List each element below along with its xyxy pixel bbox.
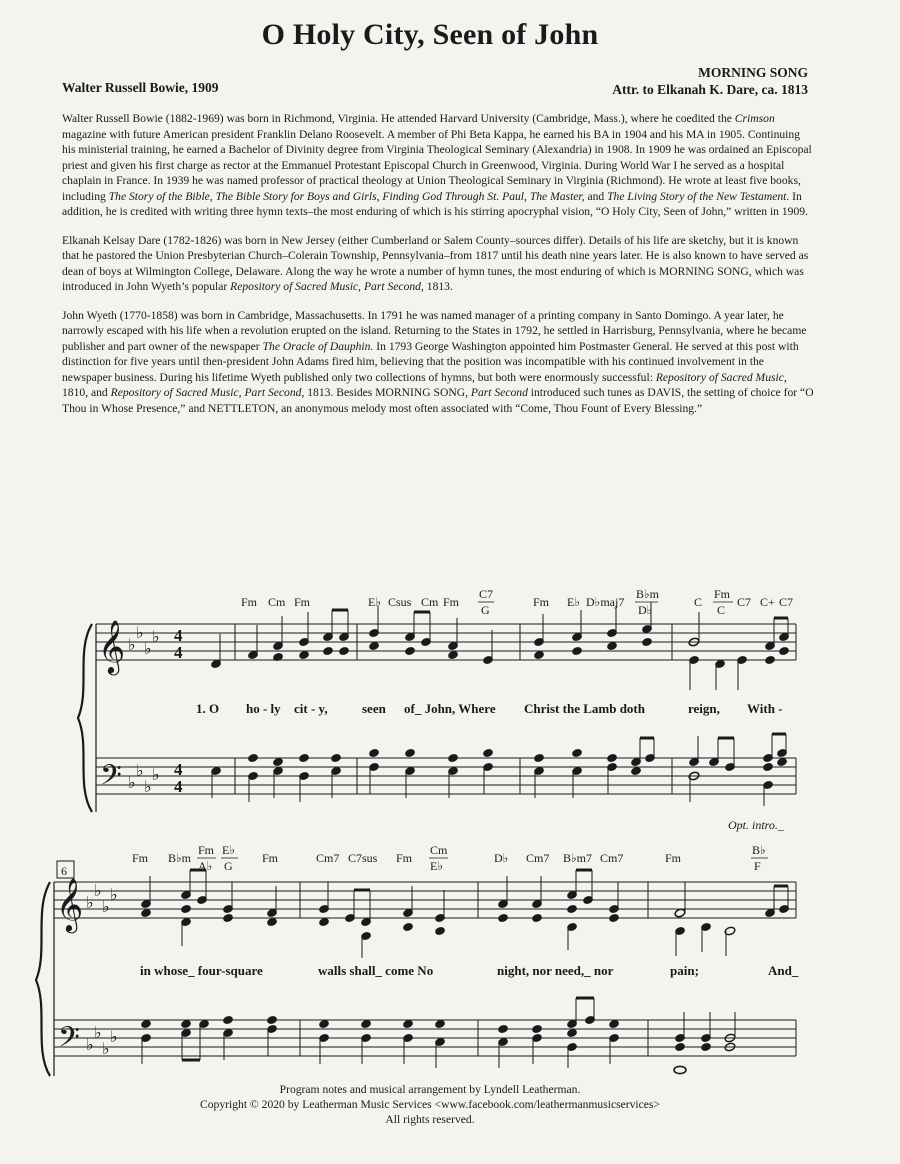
chord-symbol: Fm (443, 595, 460, 609)
chord-symbol: D♭ (494, 851, 509, 865)
time-signature (174, 626, 183, 796)
bass-notes-1 (211, 734, 788, 806)
svg-text:4: 4 (174, 626, 183, 645)
chord-fraction-bottom: F (754, 859, 761, 873)
chord-symbols-1 (241, 587, 793, 617)
svg-text:4: 4 (174, 643, 183, 662)
chord-fraction-bottom: G (224, 859, 233, 873)
footer-line: All rights reserved. (385, 1113, 475, 1126)
svg-text:♭: ♭ (144, 779, 152, 796)
svg-text:♭: ♭ (152, 629, 160, 646)
lyrics-1 (196, 701, 783, 716)
chord-fraction-top: B♭m (636, 587, 659, 601)
lyrics-2 (140, 963, 799, 978)
lyric: cit - y, (294, 701, 328, 716)
chord-symbol: Cm7 (526, 851, 550, 865)
lyric: of_ John, Where (404, 701, 496, 716)
chord-symbol: B♭m (168, 851, 191, 865)
svg-text:♭: ♭ (110, 1029, 118, 1046)
chord-fraction-bottom: C (717, 603, 726, 617)
svg-text:♭: ♭ (128, 637, 136, 654)
notes-paragraph-bowie: Walter Russell Bowie (1882-1969) was born in Richmond, Virginia. He attended Harvard University (Cambridge, Mass.), where he coedited the Crimson magazine with future American president Franklin Delano Roosevelt. A member of Phi Beta Kappa, he earned his BA in 1904 and his MA in 1905. Continuing his ministerial training, he earned a Bachelor of Divinity degree from Virginia Theological Seminary (Alexandria) in 1908. In 1909 he was ordained an Episcopal priest and given his first charge as rector at the Emmanuel Protestant Episcopal Church in Greenwood, Virginia. During World War I he served as a hospital chaplain in France. In 1939 he was named professor of practical theology at Union Theological Seminary in Virginia (Richmond). He wrote at least five books, including The Story of the Bible, The Bible Story for Boys and Girls, Finding God Through St. Paul, The Master, and The Living Story of the New Testament. In addition, he is credited with writing three hymn texts–the most enduring of which is his stirring apocryphal vision, “O Holy City, Seen of John,” written in 1909. (62, 112, 812, 218)
svg-text:♭: ♭ (128, 775, 136, 792)
svg-text:♭: ♭ (102, 899, 110, 916)
chord-symbols-2 (132, 843, 768, 873)
bass-clef: 𝄢 (58, 1023, 80, 1060)
system-brace (36, 882, 50, 1076)
chord-symbol: Cm7 (600, 851, 624, 865)
treble-notes-2 (141, 870, 790, 958)
chord-symbol: Fm (396, 851, 413, 865)
system-brace (78, 624, 92, 812)
chord-symbol: Fm (533, 595, 550, 609)
treble-notes-1 (211, 602, 790, 690)
chord-fraction-top: B♭ (752, 843, 766, 857)
lyric: night, nor need,_ nor (497, 963, 614, 978)
chord-symbol: C+ (760, 595, 775, 609)
hymn-title: O Holy City, Seen of John (261, 18, 599, 51)
bass-clef: 𝄢 (100, 761, 122, 798)
lyric: ho - ly (246, 701, 281, 716)
lyric: reign, (688, 701, 720, 716)
treble-clef: 𝄞 (98, 621, 126, 672)
lyric: seen (362, 701, 386, 716)
svg-text:♭: ♭ (136, 625, 144, 642)
lyric: in whose_ four-square (140, 963, 263, 978)
notes-paragraph-dare: Elkanah Kelsay Dare (1782-1826) was born in New Jersey (either Cumberland or Salem County–sources differ). Details of his life are sketchy, but it is known that he pastored the Union Presbyterian Church–Colerain Township, Pennsylvania–from 1817 until his death nine years later. He is also known to have served as dean of boys at Wilmington College, Delaware. Along the way he wrote a number of hymn tunes, the most enduring of which is MORNING SONG, which was introduced in John Wyeth’s popular Repository of Sacred Music, Part Second, 1813. (62, 233, 809, 293)
chord-symbol: C7 (779, 595, 794, 609)
system-2 (36, 818, 799, 1076)
chord-fraction-top: C7 (479, 587, 494, 601)
lyric: And_ (768, 963, 799, 978)
whole-note (674, 1066, 686, 1073)
measure-number: 6 (61, 864, 67, 878)
chord-symbol: Fm (241, 595, 258, 609)
chord-fraction-bottom: E♭ (430, 859, 443, 873)
svg-text:♭: ♭ (86, 895, 94, 912)
text-author: Walter Russell Bowie, 1909 (62, 80, 219, 95)
lyric: 1. O (196, 701, 220, 716)
system-1 (78, 587, 796, 812)
svg-text:4: 4 (174, 777, 183, 796)
svg-text:4: 4 (174, 760, 183, 779)
chord-fraction-top: Fm (714, 587, 731, 601)
chord-symbol: Fm (294, 595, 311, 609)
chord-fraction-bottom: A♭ (198, 859, 213, 873)
lyric: With - (747, 701, 783, 716)
svg-text:♭: ♭ (136, 763, 144, 780)
chord-symbol: E♭ (567, 595, 580, 609)
chord-symbol: Cm (268, 595, 286, 609)
chord-symbol: C7 (737, 595, 752, 609)
chord-fraction-top: Cm (430, 843, 448, 857)
footer-line: Copyright © 2020 by Leatherman Music Services <www.facebook.com/leathermanmusicservices> (200, 1098, 660, 1111)
chord-symbol: C7sus (348, 851, 378, 865)
svg-text:♭: ♭ (102, 1041, 110, 1058)
bass-notes-2 (141, 998, 736, 1074)
tune-author: Attr. to Elkanah K. Dare, ca. 1813 (612, 82, 808, 97)
svg-text:♭: ♭ (94, 883, 102, 900)
lyric: pain; (670, 963, 699, 978)
chord-fraction-bottom: G (481, 603, 490, 617)
tune-name: MORNING SONG (698, 65, 808, 80)
footer-credits (0, 1082, 860, 1127)
lyric: Christ the Lamb doth (524, 701, 645, 716)
chord-symbol: Fm (665, 851, 682, 865)
chord-fraction-top: E♭ (222, 843, 235, 857)
svg-text:♭: ♭ (152, 767, 160, 784)
chord-symbol: C (694, 595, 703, 609)
chord-symbol: Fm (262, 851, 279, 865)
treble-clef: 𝄞 (56, 879, 84, 930)
chord-symbol: B♭m7 (563, 851, 592, 865)
footer-line: Program notes and musical arrangement by Lyndell Leatherman. (279, 1083, 581, 1096)
svg-text:♭: ♭ (86, 1037, 94, 1054)
chord-fraction-bottom: D♭ (638, 603, 653, 617)
chord-fraction-top: Fm (198, 843, 215, 857)
chord-symbol: Fm (132, 851, 149, 865)
svg-text:♭: ♭ (94, 1025, 102, 1042)
treble-staff-1 (96, 624, 796, 660)
lyric: walls shall_ come No (318, 963, 434, 978)
svg-text:♭: ♭ (144, 641, 152, 658)
chord-symbol: Csus (388, 595, 412, 609)
chord-symbol: E♭ (368, 595, 381, 609)
notes-paragraph-wyeth: John Wyeth (1770-1858) was born in Cambridge, Massachusetts. In 1791 he was named manager of a printing company in Santo Domingo. A year later, he narrowly escaped with his life when a revolution erupted on the island. Returning to the States in 1792, he settled in Harrisburg, Pennsylvania, where he became publisher and part owner of the newspaper The Oracle of Dauphin. In 1793 George Washington appointed him Postmaster General. He served at this post with distinction for five years until then-president John Adams fired him, believing that the position was incompatible with his continued involvement in the newspaper business. During his lifetime Wyeth published only two collections of hymns, but both were enormously successful: Repository of Sacred Music, 1810, and Repository of Sacred Music, Part Second, 1813. Besides MORNING SONG, Part Second introduced such tunes as DAVIS, the setting of choice for “O Thou in Whose Presence,” and NETTLETON, an anonymous melody most often associated with “Come, Thou Fount of Every Blessing.” (62, 308, 814, 415)
optional-intro-mark: Opt. intro._ (728, 818, 784, 832)
svg-text:♭: ♭ (110, 887, 118, 904)
chord-symbol: Cm7 (316, 851, 340, 865)
chord-symbol: D♭maj7 (586, 595, 625, 609)
chord-symbol: Cm (421, 595, 439, 609)
